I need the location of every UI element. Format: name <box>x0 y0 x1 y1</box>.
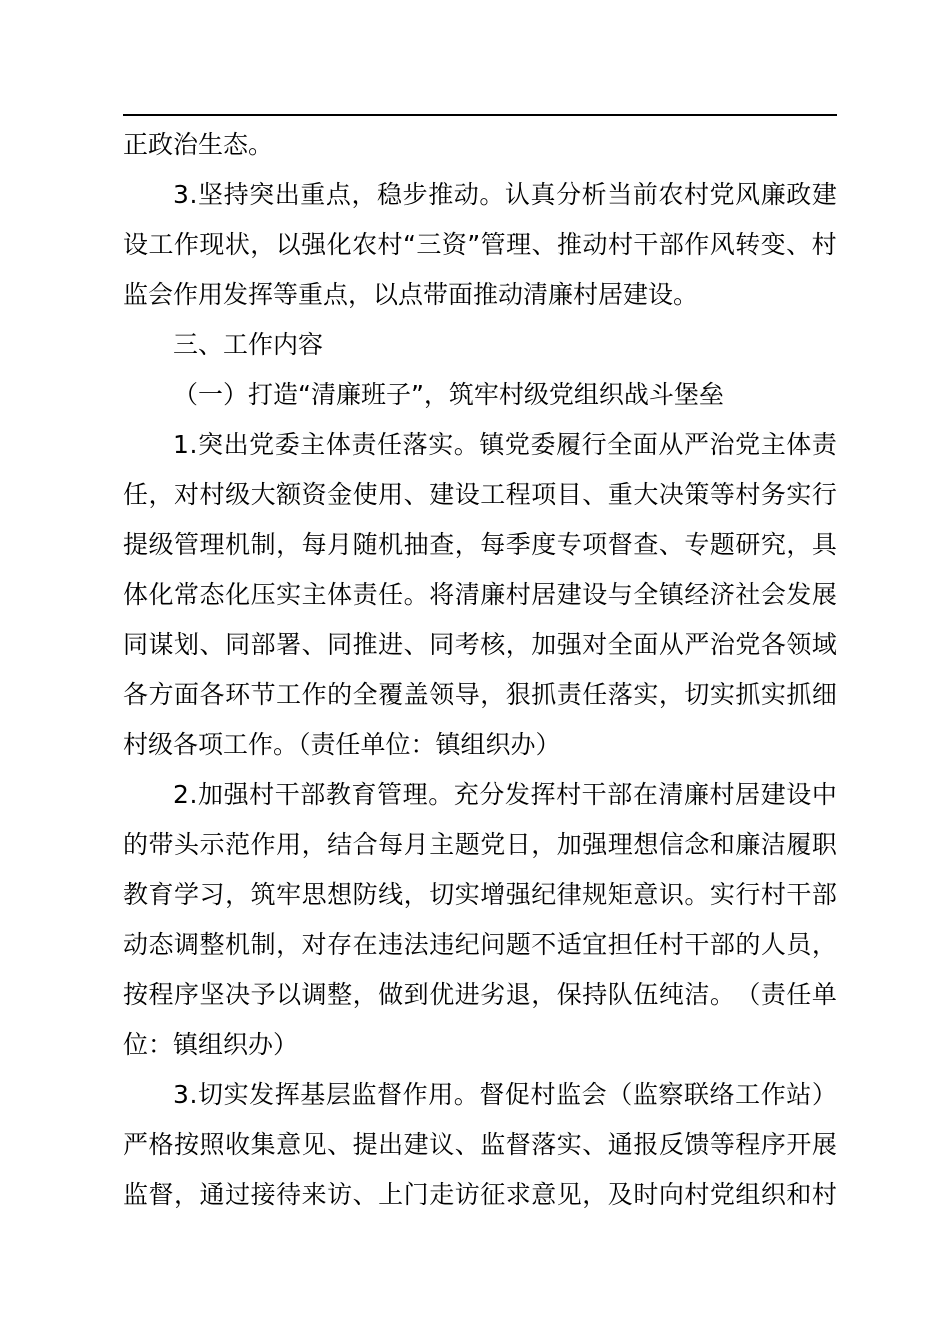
text-line: 任 ， 对 村 级 大 额 资 金 使 用 、 建 设 工 程 项 目 、 重 大 决 策 等 村 务 实 行 <box>123 480 837 509</box>
header-rule <box>123 114 837 116</box>
text-line: 提 级 管 理 机 制 ， 每 月 随 机 抽 查 ， 每 季 度 专 项 督 查 、 专 题 研 究 ， 具 <box>123 530 837 559</box>
text-line: 体 化 常 态 化 压 实 主 体 责 任 。 将 清 廉 村 居 建 设 与 全 镇 经 济 社 会 发 展 <box>123 580 837 609</box>
text-line: 同 谋 划 、 同 部 署 、 同 推 进 、 同 考 核 ， 加 强 对 全 面 从 严 治 党 各 领 域 <box>123 630 837 659</box>
text-line: （一）打造“清廉班子”，筑牢村级党组织战斗堡垒 <box>173 380 724 409</box>
text-line: 位：镇组织办） <box>123 1030 299 1059</box>
text-line: 3 . 切 实 发 挥 基 层 监 督 作 用 。 督 促 村 监 会 （ 监 察 联 络 工 作 站 ） <box>173 1080 837 1109</box>
text-line: 3 . 坚 持 突 出 重 点 ， 稳 步 推 动 。 认 真 分 析 当 前 农 村 党 风 廉 政 建 <box>173 180 837 209</box>
text-line: 严 格 按 照 收 集 意 见 、 提 出 建 议 、 监 督 落 实 、 通 报 反 馈 等 程 序 开 展 <box>123 1130 837 1159</box>
text-line: 监 督 ， 通 过 接 待 来 访 、 上 门 走 访 征 求 意 见 ， 及 时 向 村 党 组 织 和 村 <box>123 1180 837 1209</box>
text-line: 三、工作内容 <box>173 330 324 359</box>
document-body <box>123 120 837 1220</box>
text-line: 教 育 学 习 ， 筑 牢 思 想 防 线 ， 切 实 增 强 纪 律 规 矩 意 识 。 实 行 村 干 部 <box>123 880 837 909</box>
text-line: 正政治生态。 <box>123 130 274 159</box>
text-line: 按 程 序 坚 决 予 以 调 整 ， 做 到 优 进 劣 退 ， 保 持 队 伍 纯 洁 。 （ 责 任 单 <box>123 980 837 1009</box>
text-line: 各 方 面 各 环 节 工 作 的 全 覆 盖 领 导 ， 狠 抓 责 任 落 实 ， 切 实 抓 实 抓 细 <box>123 680 837 709</box>
text-line: 的 带 头 示 范 作 用 ， 结 合 每 月 主 题 党 日 ， 加 强 理 想 信 念 和 廉 洁 履 职 <box>123 830 837 859</box>
text-line: 2 . 加 强 村 干 部 教 育 管 理 。 充 分 发 挥 村 干 部 在 清 廉 村 居 建 设 中 <box>173 780 837 809</box>
text-line: 动 态 调 整 机 制 ， 对 存 在 违 法 违 纪 问 题 不 适 宜 担 任 村 干 部 的 人 员 ， <box>123 930 837 959</box>
text-line: 1 . 突 出 党 委 主 体 责 任 落 实 。 镇 党 委 履 行 全 面 从 严 治 党 主 体 责 <box>173 430 837 459</box>
text-line: 设 工 作 现 状 ， 以 强 化 农 村 “ 三 资 ” 管 理 、 推 动 村 干 部 作 风 转 变 、 村 <box>123 230 837 259</box>
text-line: 监会作用发挥等重点，以点带面推动清廉村居建设。 <box>123 280 699 309</box>
text-line: 村级各项工作。（责任单位：镇组织办） <box>123 730 561 759</box>
